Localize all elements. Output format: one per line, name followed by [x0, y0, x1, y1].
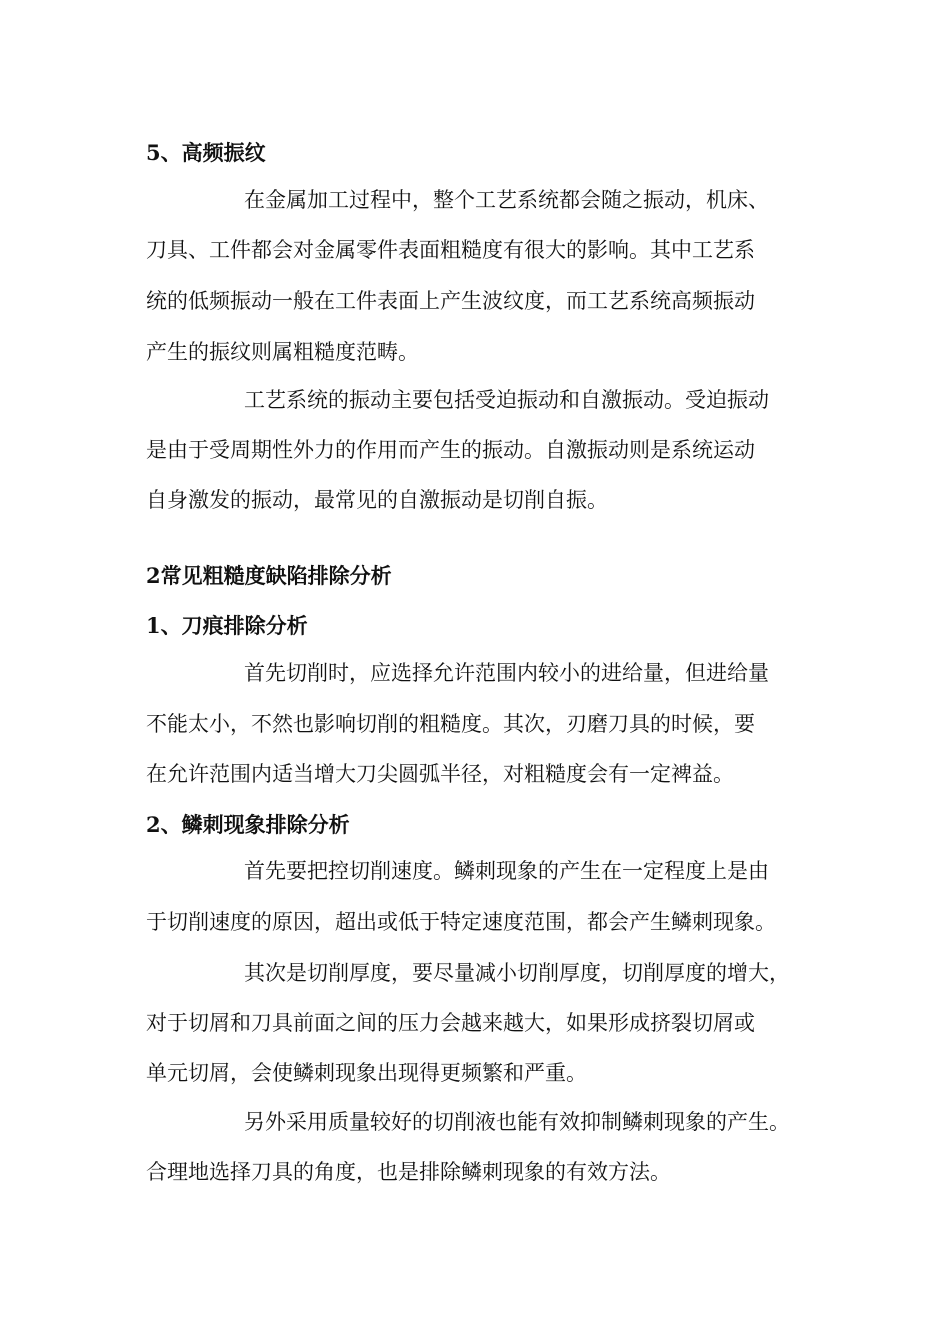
paragraph-line: 其次是切削厚度，要尽量减小切削厚度，切削厚度的增大， [244, 961, 790, 985]
paragraph-line: 首先要把控切削速度。鳞刺现象的产生在一定程度上是由 [244, 859, 769, 883]
paragraph-line: 不能太小，不然也影响切削的粗糙度。其次，刃磨刀具的时候，要 [146, 712, 755, 736]
heading-high-frequency-chatter: 5、高频振纹 [146, 140, 266, 165]
paragraph-line: 统的低频振动一般在工件表面上产生波纹度，而工艺系统高频振动 [146, 289, 755, 313]
paragraph-line: 工艺系统的振动主要包括受迫振动和自激振动。受迫振动 [244, 388, 769, 412]
paragraph-line: 产生的振纹则属粗糙度范畴。 [146, 340, 419, 364]
paragraph-line: 是由于受周期性外力的作用而产生的振动。自激振动则是系统运动 [146, 438, 755, 462]
paragraph-line: 在金属加工过程中，整个工艺系统都会随之振动，机床、 [244, 188, 769, 212]
paragraph-line: 单元切屑，会使鳞刺现象出现得更频繁和严重。 [146, 1061, 587, 1085]
paragraph-line: 另外采用质量较好的切削液也能有效抑制鳞刺现象的产生。 [244, 1110, 790, 1134]
paragraph-line: 自身激发的振动，最常见的自激振动是切削自振。 [146, 488, 608, 512]
heading-scale-phenomenon: 2、鳞刺现象排除分析 [146, 812, 350, 837]
paragraph-line: 于切削速度的原因，超出或低于特定速度范围，都会产生鳞刺现象。 [146, 910, 776, 934]
paragraph-line: 合理地选择刀具的角度，也是排除鳞刺现象的有效方法。 [146, 1160, 671, 1184]
paragraph-line: 在允许范围内适当增大刀尖圆弧半径，对粗糙度会有一定裨益。 [146, 762, 734, 786]
paragraph-line: 刀具、工件都会对金属零件表面粗糙度有很大的影响。其中工艺系 [146, 238, 755, 262]
section-title: 2常见粗糙度缺陷排除分析 [146, 563, 392, 588]
paragraph-line: 首先切削时，应选择允许范围内较小的进给量，但进给量 [244, 661, 769, 685]
paragraph-line: 对于切屑和刀具前面之间的压力会越来越大，如果形成挤裂切屑或 [146, 1011, 755, 1035]
heading-tool-marks: 1、刀痕排除分析 [146, 613, 308, 638]
